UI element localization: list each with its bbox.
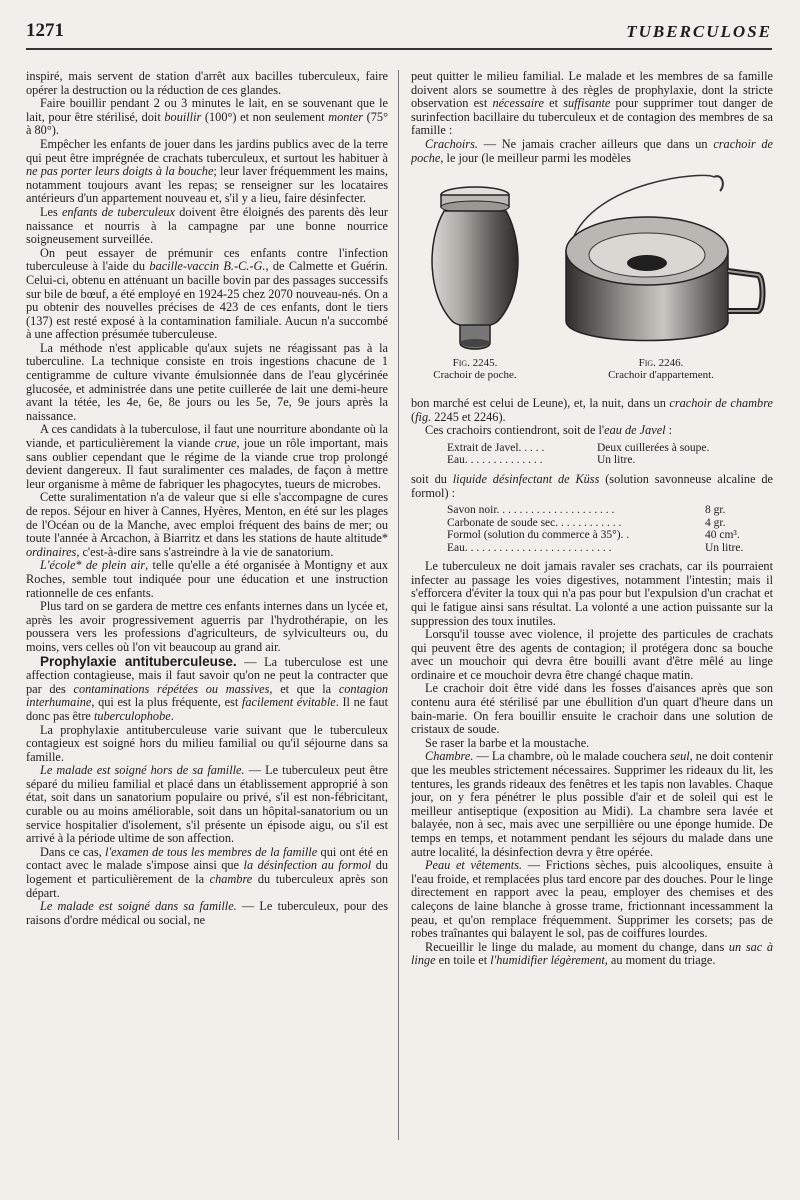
figures	[411, 171, 773, 389]
paragraph: Recueillir le linge du malade, au moment du change, dans un sac à linge en toile et l'humidifier légèrement, au moment du triage.	[411, 939, 773, 968]
paragraph: Plus tard on se gardera de mettre ces enfants internes dans un lycée et, après les avoir progressivement aguerris par l'hydrothérapie, on les poussera vers les professions d'agriculteurs, de sylviculteurs ou, du moins, vers celles où l'on vit beaucoup au grand air.	[26, 599, 388, 654]
paragraph: Le malade est soigné hors de sa famille. — Le tuberculeux peut être séparé du milieu familial et placé dans un établissement approprié à son état, soit dans un sanatorium populaire ou privé, s'il est non-fébricitant, curable ou au moins améliorable, soit dans un hôpital-sanatorium ou un service hospitalier d'isolement, s'il présente un épisode aigu, ou s'il est arrivé à la période ultime de son affection.	[26, 763, 388, 846]
paragraph: bon marché est celui de Leune), et, la nuit, dans un crachoir de chambre (fig. 2245 et 2246).	[411, 396, 773, 424]
figure-2245-number: Fig. 2245.	[452, 357, 498, 370]
section-heading-prophylaxie: Prophylaxie antituberculeuse. — La tuberculose est une affection contagieuse, mais il faut savoir qu'on ne peut la contracter que par des contaminations répétées ou massives, et que la contagion interhumaine, qui est la plus fréquente, est facilement évitable. Il ne faut donc pas être tuberculophobe.	[26, 653, 388, 723]
paragraph: Le crachoir doit être vidé dans les fosses d'aisances après que son contenu aura été stérilisé par une ébullition d'un quart d'heure dans un bain-marie. On fera bouillir ensuite le crachoir dans une solution de cristaux de soude.	[411, 681, 773, 737]
paragraph-chambre: Chambre. — La chambre, où le malade couchera seul, ne doit contenir que les meubles strictement nécessaires. Supprimer les rideaux du lit, les tentures, les grands rideaux des fenêtres et les tapis non lavables. Chaque jour, on y fera pénétrer le plus possible d'air et de soleil qui est le meilleur antiseptique (exposition au Midi). La chambre sera lavée et balayée, non à sec, mais avec une serpillière ou une éponge humide. De temps en temps, et notamment pendant les séjours du malade dans une autre localité, la désinfection devra y être opérée.	[411, 749, 773, 859]
paragraph: peut quitter le milieu familial. Le malade et les membres de sa famille doivent alors se soumettre à des règles de prophylaxie, dont la stricte observation est nécessaire et suffisante pour supprimer tout danger de surinfection bacillaire du tuberculeux et de contagion des membres de sa famille :	[411, 70, 773, 138]
column-divider	[398, 70, 399, 1140]
paragraph: Faire bouillir pendant 2 ou 3 minutes le lait, en se souvenant que le lait, pour être stérilisé, doit bouillir (100°) et non seulement monter (75° à 80°).	[26, 96, 388, 138]
paragraph-peau: Peau et vêtements. — Frictions sèches, puis alcooliques, ensuite à l'eau froide, et remplacées plus tard encore par des douches. Pour le linge directement en rapport avec la peau, employer des chemises et des caleçons de laine blanche à grosse trame, frictionnant incessamment la peau, et qu'on remplace fréquemment. Supprimer les corsets; pas de robes traînantes qui balayent le sol, pas de coiffures lourdes.	[411, 858, 773, 941]
running-head: TUBERCULOSE	[626, 22, 772, 41]
paragraph: Les enfants de tuberculeux doivent être éloignés des parents dès leur naissance et nourris à la campagne par une bonne nourrice soigneusement surveillée.	[26, 204, 388, 247]
paragraph: L'école* de plein air, telle qu'elle a été organisée à Montigny et aux Roches, semble tout indiquée pour une éducation et une instruction rationnelle de ces enfants.	[26, 558, 388, 600]
paragraph: Ces crachoirs contiendront, soit de l'eau de Javel :	[425, 423, 673, 438]
paragraph: Empêcher les enfants de jouer dans les jardins publics avec de la terre qui peut être imprégnée de crachats tuberculeux, et surtout les habituer à ne pas porter leurs doigts à la bouche; leur laver fréquemment les mains, notamment toujours avant les repas; se renseigner sur les locataires antérieurs d'un appartement nouveau et, s'il y a lieu, faire désinfecter.	[26, 136, 388, 206]
figure-2245-caption: Crachoir de poche.	[433, 369, 517, 382]
paragraph: Le malade est soigné dans sa famille. — Le tuberculeux, pour des raisons d'ordre médical ou social, ne	[26, 899, 388, 927]
page-header	[26, 16, 772, 50]
paragraph: A ces candidats à la tuberculose, il faut une nourriture abondante où la viande, et particulièrement la viande crue, joue un rôle important, mais sans oublier cependant que le régime de la viande crue trop prolongé devient dangereux. Il faut suralimenter ces malades, de façon à mettre leur organisme à même de fabriquer les phagocytes, tueurs de microbes.	[26, 422, 388, 491]
recipe-row: Savon noir. . . . . . . . . . . . . . . . . . . . . 8 gr.	[447, 504, 726, 517]
figure-2245	[415, 183, 535, 381]
paragraph: Lorsqu'il tousse avec violence, il projette des particules de crachats qui peuvent être des agents de contagion; il protégera donc sa bouche avec un mouchoir qui devra être bouilli avant d'être mêlé au linge ordinaire et ce mouchoir devra être changé chaque matin.	[411, 627, 773, 682]
kuss-recipe	[447, 504, 773, 554]
recipe-row: Eau. . . . . . . . . . . . . . . . . . . . . . . . . . Un litre.	[447, 541, 744, 554]
room-spittoon-illustration	[554, 171, 768, 357]
figure-2246-caption: Crachoir d'appartement.	[608, 369, 714, 382]
paragraph: Dans ce cas, l'examen de tous les membres de la famille qui ont été en contact avec le malade s'impose ainsi que la désinfection au formol du logement et particulièrement de la chambre du tuberculeux après son départ.	[26, 844, 388, 900]
paragraph: Cette suralimentation n'a de valeur que si elle s'accompagne de cures de repos. Séjour en hiver à Cannes, Hyères, Menton, en été sur les plages de l'Océan ou de la Manche, avec emploi fréquent des bains de mer; ou toute l'année à Arcachon, à Biarritz et dans les stations de haute altitude* ordinaires, c'est-à-dire sans s'astreindre à la vie de sanatorium.	[26, 490, 388, 559]
header-rule	[26, 48, 772, 50]
paragraph: La prophylaxie antituberculeuse varie suivant que le tuberculeux contagieux est soigné hors du milieu familial ou qu'il séjourne dans sa famille.	[26, 722, 388, 764]
paragraph: Se raser la barbe et la moustache.	[425, 735, 590, 750]
javel-recipe	[447, 442, 773, 467]
pocket-spittoon-illustration	[430, 183, 520, 357]
figure-2246-number: Fig. 2246.	[638, 357, 684, 370]
left-column	[26, 70, 388, 1180]
paragraph: On peut essayer de prémunir ces enfants contre l'infection tuberculeuse à l'aide du bacille-vaccin B.-C.-G., de Calmette et Guérin. Celui-ci, obtenu en atténuant un bacille bovin par des passages successifs sur bile de bœuf, a été employé en 1924-25 chez 2070 nouveau-nés. On a pu obtenir des nouvelles précises de 423 de ces enfants, dont le tiers (137) est resté exposé à la contamination familiale. Aucun n'a succombé à une affection présumée tuberculeuse.	[26, 245, 388, 342]
figure-2246	[551, 171, 771, 381]
page-number: 1271	[26, 20, 64, 41]
recipe-row: Extrait de Javel. . . . . Deux cuillerées à soupe.	[447, 441, 710, 454]
paragraph: inspiré, mais servent de station d'arrêt aux bacilles tuberculeux, faire opérer la destruction ou la réduction de ces glandes.	[26, 70, 388, 97]
recipe-row: Carbonate de soude sec. . . . . . . . . . . . 4 gr.	[447, 516, 726, 529]
paragraph-crachoirs: Crachoirs. — Ne jamais cracher ailleurs que dans un crachoir de poche, le jour (le meilleur parmi les modèles	[411, 136, 773, 165]
recipe-row: Formol (solution du commerce à 35°). . 40 cm³.	[447, 529, 740, 542]
recipe-row: Eau. . . . . . . . . . . . . . Un litre.	[447, 454, 636, 467]
paragraph: La méthode n'est applicable qu'aux sujets ne réagissant pas à la tuberculine. La technique consiste en trois ingestions chacune de 1 centigramme de culture vivante émulsionnée dans de l'eau glycérinée glucosée, et administrée dans une petite cuillerée de lait une demi-heure avant la tétée, les 4e, 6e, 8e jours ou les 5e, 7e, 9e jours après la naissance.	[26, 340, 388, 423]
paragraph: soit du liquide désinfectant de Küss (solution savonneuse alcaline de formol) :	[411, 471, 773, 500]
right-column	[411, 70, 773, 1180]
paragraph: Le tuberculeux ne doit jamais ravaler ses crachats, car ils pourraient infecter au passage les voies digestives, notamment l'intestin; mais il s'efforcera d'éviter la toux qui n'a pas pour but l'expulsion d'un crachat et qui le fatigue ainsi sans résultat. La volonté a une action puissante sur la suppression des toux inutiles.	[411, 559, 773, 628]
